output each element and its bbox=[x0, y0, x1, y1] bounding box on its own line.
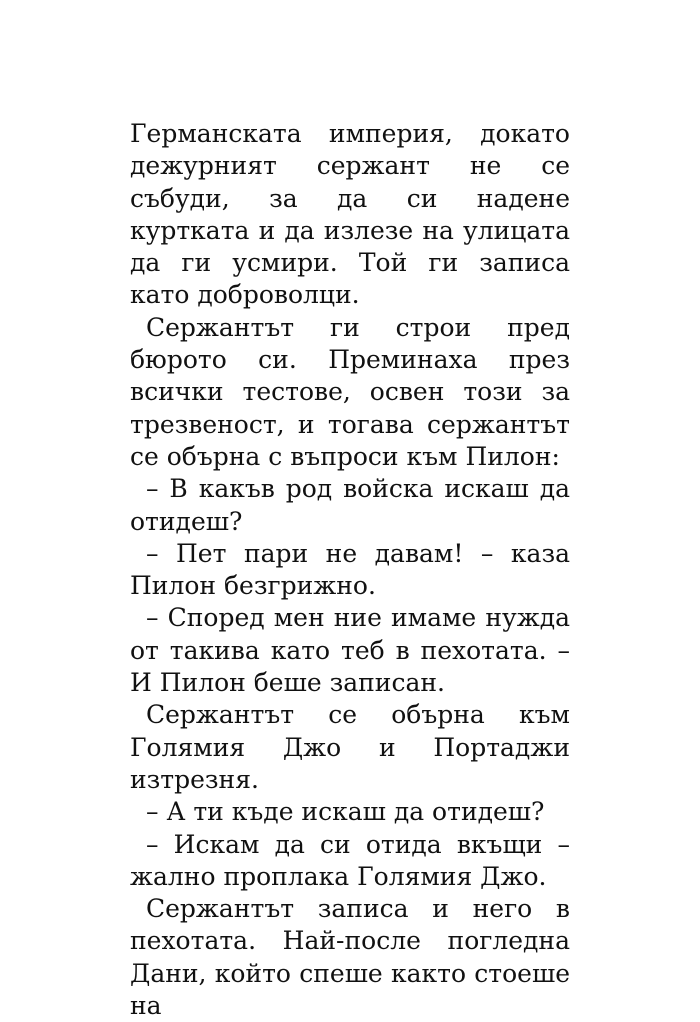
page-text-block bbox=[130, 118, 570, 1022]
paragraph-5: – Според мен ние имаме нужда от такива като теб в пехотата. – И Пилон беше записан. bbox=[130, 603, 570, 698]
paragraph-4: – Пет пари не давам! – каза Пилон безгрижно. bbox=[130, 538, 570, 601]
paragraph-1: Германската империя, докато дежурният сержант не се събуди, за да си надене куртката и да излезе на улицата да ги усмири. Той ги записа като доброволци. bbox=[130, 119, 570, 310]
paragraph-3: – В какъв род войска искаш да отидеш? bbox=[130, 474, 570, 536]
paragraph-8: – Искам да си отида вкъщи – жално проплака Голямия Джо. bbox=[130, 829, 570, 891]
paragraph-6: Сержантът се обърна към Голямия Джо и Портаджи изтрезня. bbox=[130, 700, 570, 794]
paragraph-7: – А ти къде искаш да отидеш? bbox=[146, 797, 545, 827]
paragraph-2: Сержантът ги строи пред бюрото си. Преминаха през всички тестове, освен този за трезвеност, и тогава сержантът се обърна с въпроси към Пилон: bbox=[130, 312, 570, 471]
paragraph-9: Сержантът записа и него в пехотата. Най-после погледна Дани, който спеше както стоеше на bbox=[130, 894, 570, 1021]
